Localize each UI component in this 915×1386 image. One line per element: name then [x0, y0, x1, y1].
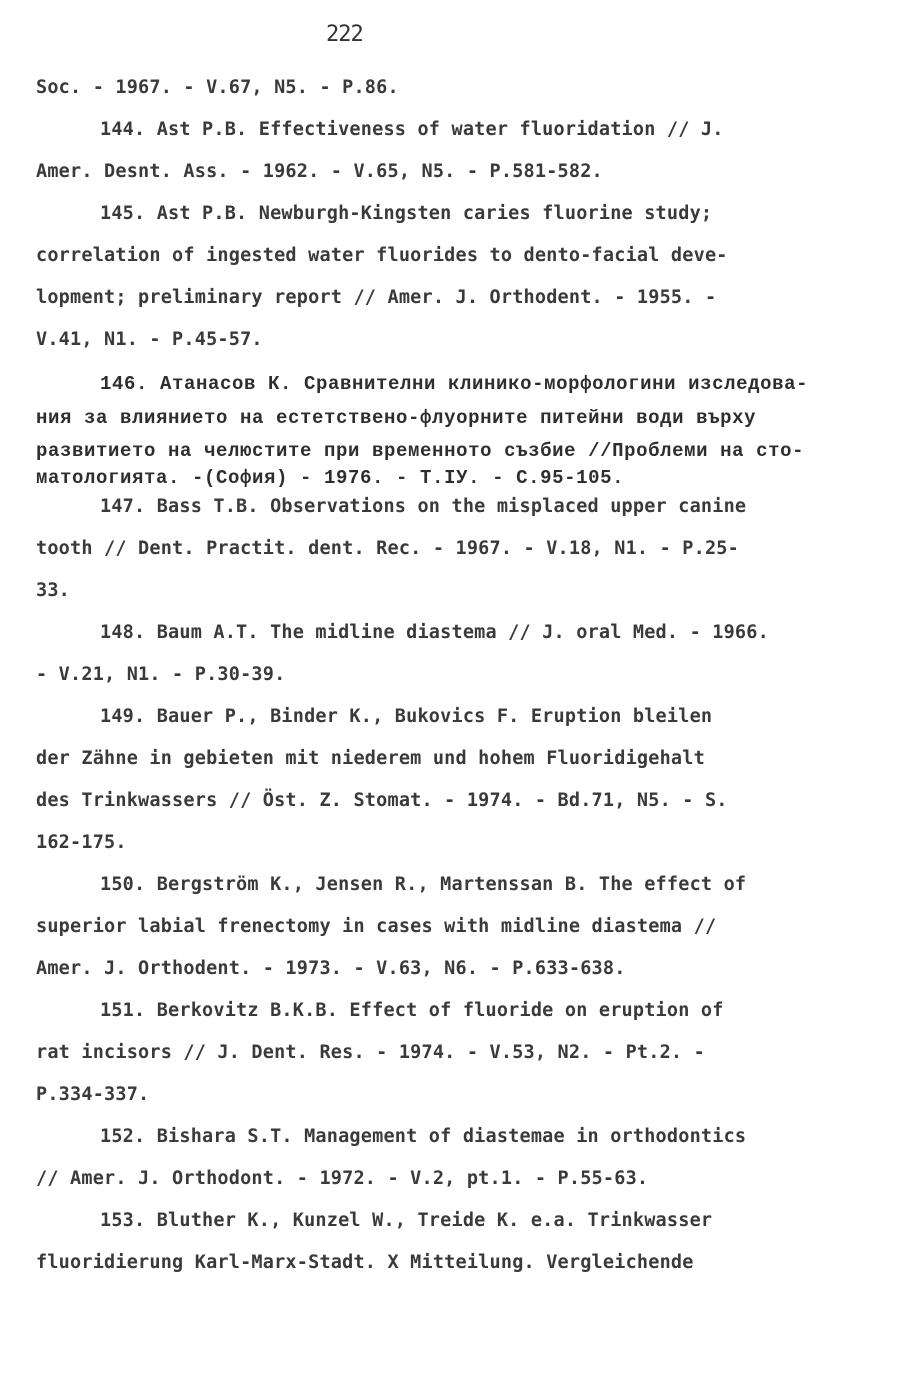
reference-line: матологията. -(София) - 1976. - Т.IУ. - С.95-105. — [36, 467, 625, 489]
reference-line: correlation of ingested water fluorides to dento-facial deve- — [36, 245, 728, 266]
reference-line: Soc. - 1967. - V.67, N5. - P.86. — [36, 77, 399, 98]
reference-line: tooth // Dent. Practit. dent. Rec. - 1967. - V.18, N1. - P.25- — [36, 538, 739, 559]
reference-line: superior labial frenectomy in cases with midline diastema // — [36, 916, 717, 937]
reference-line: fluoridierung Karl-Marx-Stadt. X Mitteilung. Vergleichende — [36, 1252, 694, 1273]
reference-line: 150. Bergström K., Jensen R., Martenssan B. The effect of — [100, 874, 747, 895]
reference-line: // Amer. J. Orthodont. - 1972. - V.2, pt.1. - P.55-63. — [36, 1168, 649, 1189]
reference-line: 152. Bishara S.T. Management of diastemae in orthodontics — [100, 1126, 747, 1147]
reference-line: 146. Атанасов К. Сравнителни клинико-морфологини изследова- — [100, 373, 809, 395]
reference-line: - V.21, N1. - P.30-39. — [36, 664, 286, 685]
reference-line: 162-175. — [36, 832, 127, 853]
reference-line: rat incisors // J. Dent. Res. - 1974. - V.53, N2. - Pt.2. - — [36, 1042, 705, 1063]
reference-line: der Zähne in gebieten mit niederem und hohem Fluoridigehalt — [36, 748, 705, 769]
reference-line: 149. Bauer P., Binder K., Bukovics F. Eruption bleilen — [100, 706, 713, 727]
reference-line: 145. Ast P.B. Newburgh-Kingsten caries fluorine study; — [100, 203, 713, 224]
reference-line: Amer. J. Orthodent. - 1973. - V.63, N6. - P.633-638. — [36, 958, 626, 979]
reference-line: 147. Bass T.B. Observations on the misplaced upper canine — [100, 496, 747, 517]
reference-line: 151. Berkovitz B.K.B. Effect of fluoride on eruption of — [100, 1000, 724, 1021]
reference-line: Amer. Desnt. Ass. - 1962. - V.65, N5. - P.581-582. — [36, 161, 603, 182]
reference-line: 148. Baum A.T. The midline diastema // J. oral Med. - 1966. — [100, 622, 769, 643]
reference-line: 144. Ast P.B. Effectiveness of water fluoridation // J. — [100, 119, 724, 140]
reference-line: des Trinkwassers // Öst. Z. Stomat. - 1974. - Bd.71, N5. - S. — [36, 790, 728, 811]
reference-line: lopment; preliminary report // Amer. J. Orthodent. - 1955. - — [36, 287, 717, 308]
page-number: 222 — [326, 22, 363, 47]
reference-line: 33. — [36, 580, 71, 601]
reference-line: ния за влиянието на естетствено-флуорните питейни води върху — [36, 407, 757, 429]
reference-line: V.41, N1. - P.45-57. — [36, 329, 263, 350]
reference-line: 153. Bluther K., Kunzel W., Treide K. e.a. Trinkwasser — [100, 1210, 713, 1231]
reference-line: развитието на челюстите при временното съзбие //Проблеми на сто- — [36, 440, 805, 462]
reference-line: P.334-337. — [36, 1084, 150, 1105]
